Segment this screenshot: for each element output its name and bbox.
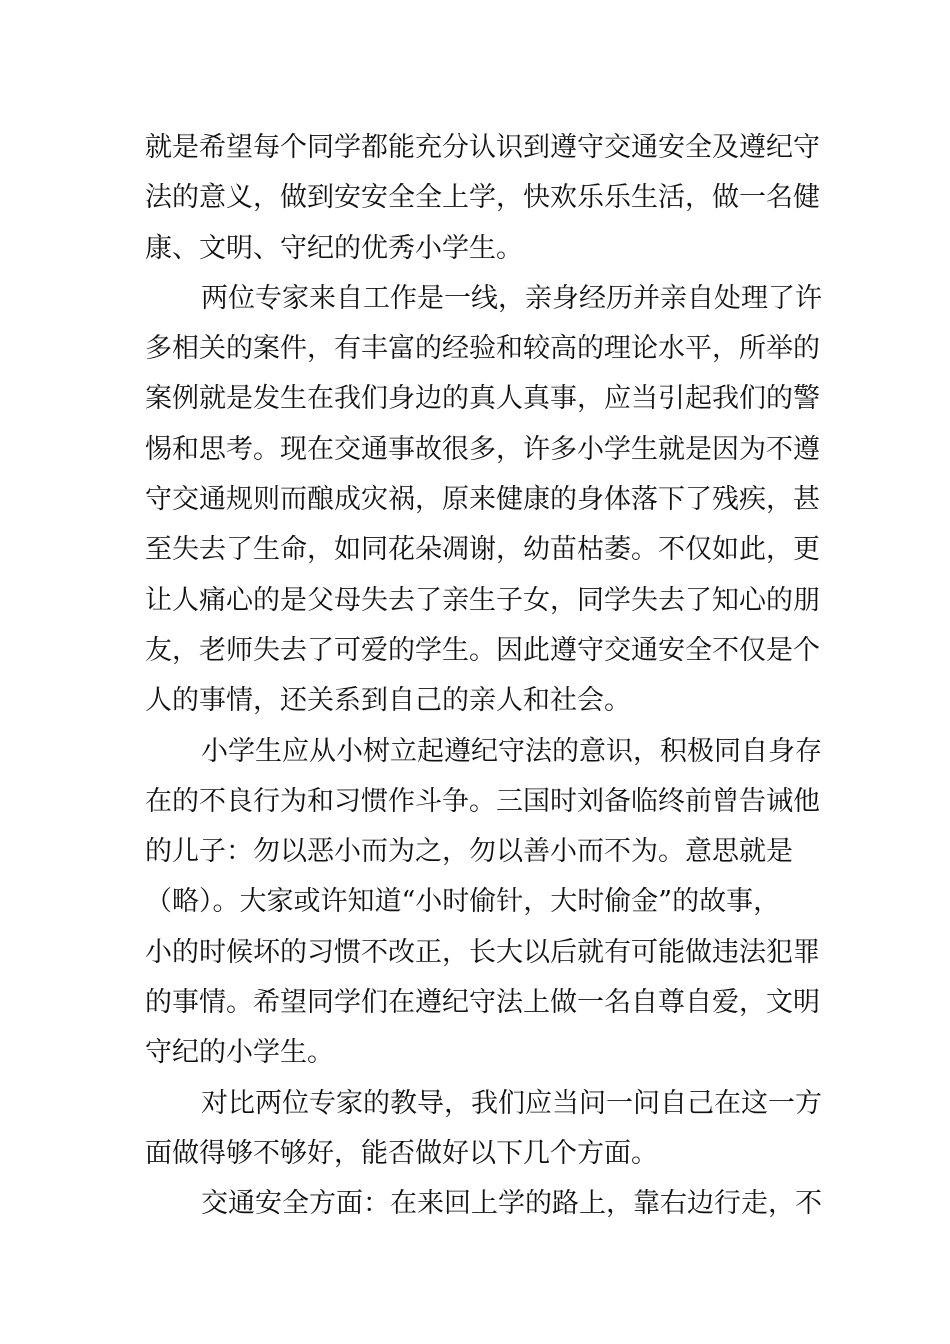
text-line: 至失去了生命，如同花朵凋谢，幼苗枯萎。不仅如此，更 [145,534,820,566]
text-line: 的事情。希望同学们在遵纪守法上做一名自尊自爱，文明 [145,987,820,1019]
paragraph-start-line: 小学生应从小树立起遵纪守法的意识，积极同自身存 [201,735,822,767]
text-line: 面做得够不够好，能否做好以下几个方面。 [145,1137,658,1169]
text-line: 守交通规则而酿成灾祸，原来健康的身体落下了残疾，甚 [145,484,820,516]
text-line: 案例就是发生在我们身边的真人真事，应当引起我们的警 [145,383,820,415]
text-line: 让人痛心的是父母失去了亲生子女，同学失去了知心的朋 [145,584,820,616]
text-line: 多相关的案件，有丰富的经验和较高的理论水平，所举的 [145,333,820,365]
text-line: 法的意义，做到安安全全上学，快欢乐乐生活，做一名健 [145,182,820,214]
paragraph-start-line: 对比两位专家的教导，我们应当问一问自己在这一方 [201,1087,822,1119]
body-text [145,123,822,1230]
text-line: 小的时候坏的习惯不改正，长大以后就有可能做违法犯罪 [145,936,820,968]
text-line: 的儿子：勿以恶小而为之，勿以善小而不为。意思就是 [145,836,793,868]
text-line: 在的不良行为和习惯作斗争。三国时刘备临终前曾告诫他 [145,785,820,817]
text-line: 惕和思考。现在交通事故很多，许多小学生就是因为不遵 [145,433,820,465]
text-line: 人的事情，还关系到自己的亲人和社会。 [145,685,631,717]
paragraph-start-line: 交通安全方面：在来回上学的路上，靠右边行走，不 [201,1188,822,1220]
text-line: 康、文明、守纪的优秀小学生。 [145,232,523,264]
text-line: 就是希望每个同学都能充分认识到遵守交通安全及遵纪守 [145,132,820,163]
text-line: （略）。大家或许知道“小时偷针，大时偷金”的故事， [145,886,781,918]
text-line: 守纪的小学生。 [145,1037,334,1069]
paragraph-start-line: 两位专家来自工作是一线，亲身经历并亲自处理了许 [201,282,822,314]
text-line: 友，老师失去了可爱的学生。因此遵守交通安全不仅是个 [145,634,820,666]
